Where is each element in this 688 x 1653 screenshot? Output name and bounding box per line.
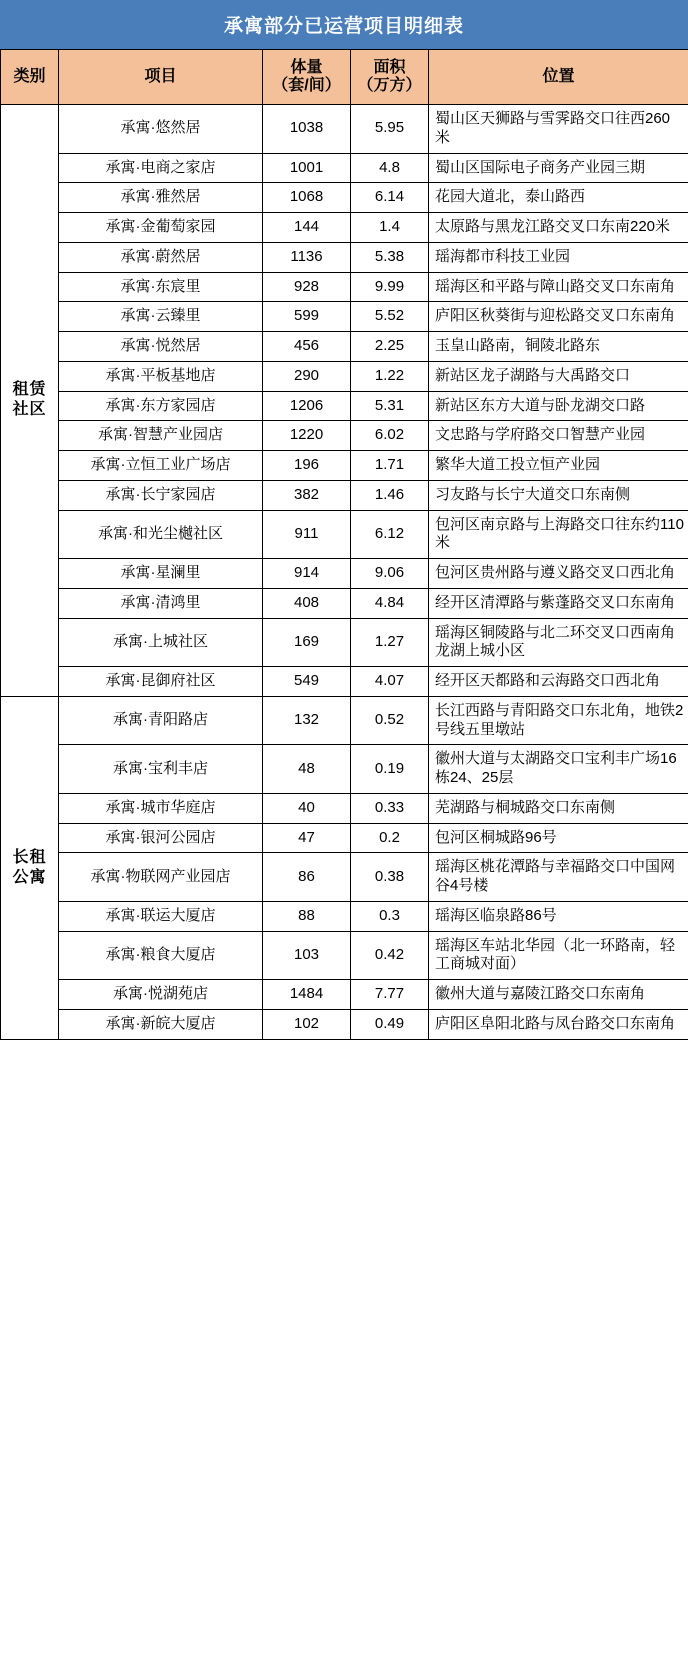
area-cell: 5.38 <box>351 242 429 272</box>
units-cell: 86 <box>263 853 351 902</box>
units-cell: 1001 <box>263 153 351 183</box>
area-cell: 1.27 <box>351 618 429 667</box>
table-row <box>1 183 688 213</box>
project-name-cell: 承寓·物联网产业园店 <box>59 853 263 902</box>
table-row <box>1 480 688 510</box>
location-cell: 瑶海区临泉路86号 <box>429 901 688 931</box>
table-row <box>1 302 688 332</box>
category-label-line2: 公寓 <box>12 868 47 886</box>
units-cell: 928 <box>263 272 351 302</box>
header-row <box>1 50 688 105</box>
location-cell: 瑶海都市科技工业园 <box>429 242 688 272</box>
area-cell: 9.06 <box>351 559 429 589</box>
table-row <box>1 667 688 697</box>
project-name-cell: 承寓·悦湖苑店 <box>59 980 263 1010</box>
location-cell: 庐阳区阜阳北路与凤台路交口东南角 <box>429 1009 688 1039</box>
area-cell: 0.38 <box>351 853 429 902</box>
project-name-cell: 承寓·悦然居 <box>59 332 263 362</box>
area-cell: 1.71 <box>351 451 429 481</box>
units-cell: 132 <box>263 696 351 745</box>
table-row <box>1 213 688 243</box>
project-name-cell: 承寓·金葡萄家园 <box>59 213 263 243</box>
location-cell: 新站区东方大道与卧龙湖交口路 <box>429 391 688 421</box>
location-cell: 瑶海区和平路与障山路交叉口东南角 <box>429 272 688 302</box>
project-name-cell: 承寓·雅然居 <box>59 183 263 213</box>
units-cell: 88 <box>263 901 351 931</box>
table-row <box>1 421 688 451</box>
units-cell: 1068 <box>263 183 351 213</box>
column-header-units <box>263 50 351 105</box>
project-name-cell: 承寓·东方家园店 <box>59 391 263 421</box>
location-cell: 瑶海区铜陵路与北二环交叉口西南角龙湖上城小区 <box>429 618 688 667</box>
project-name-cell: 承寓·和光尘樾社区 <box>59 510 263 559</box>
area-cell: 5.95 <box>351 105 429 154</box>
units-cell: 290 <box>263 361 351 391</box>
units-cell: 1038 <box>263 105 351 154</box>
table-row <box>1 332 688 362</box>
area-cell: 9.99 <box>351 272 429 302</box>
area-cell: 5.52 <box>351 302 429 332</box>
units-cell: 48 <box>263 745 351 794</box>
project-table <box>0 49 688 1040</box>
project-name-cell: 承寓·星澜里 <box>59 559 263 589</box>
category-cell <box>1 105 59 697</box>
area-cell: 1.46 <box>351 480 429 510</box>
location-cell: 包河区贵州路与遵义路交叉口西北角 <box>429 559 688 589</box>
location-cell: 徽州大道与太湖路交口宝利丰广场16栋24、25层 <box>429 745 688 794</box>
location-cell: 徽州大道与嘉陵江路交口东南角 <box>429 980 688 1010</box>
project-name-cell: 承寓·宝利丰店 <box>59 745 263 794</box>
location-cell: 芜湖路与桐城路交口东南侧 <box>429 793 688 823</box>
table-row <box>1 361 688 391</box>
project-name-cell: 承寓·电商之家店 <box>59 153 263 183</box>
units-cell: 47 <box>263 823 351 853</box>
area-cell: 0.2 <box>351 823 429 853</box>
location-cell: 太原路与黑龙江路交叉口东南220米 <box>429 213 688 243</box>
location-cell: 新站区龙子湖路与大禹路交口 <box>429 361 688 391</box>
location-cell: 繁华大道工投立恒产业园 <box>429 451 688 481</box>
units-cell: 40 <box>263 793 351 823</box>
area-cell: 0.19 <box>351 745 429 794</box>
column-header-area-line2: （万方） <box>357 77 422 94</box>
table-row <box>1 391 688 421</box>
page-title: 承寓部分已运营项目明细表 <box>0 0 688 49</box>
location-cell: 蜀山区国际电子商务产业园三期 <box>429 153 688 183</box>
category-label-line1: 长租 <box>12 848 47 866</box>
location-cell: 习友路与长宁大道交口东南侧 <box>429 480 688 510</box>
units-cell: 914 <box>263 559 351 589</box>
area-cell: 4.84 <box>351 588 429 618</box>
table-row <box>1 696 688 745</box>
column-header-units-line2: （套/间） <box>272 77 341 94</box>
area-cell: 0.52 <box>351 696 429 745</box>
location-cell: 庐阳区秋葵街与迎松路交叉口东南角 <box>429 302 688 332</box>
table-row <box>1 901 688 931</box>
table-row <box>1 588 688 618</box>
project-name-cell: 承寓·云臻里 <box>59 302 263 332</box>
project-name-cell: 承寓·蔚然居 <box>59 242 263 272</box>
project-name-cell: 承寓·联运大厦店 <box>59 901 263 931</box>
area-cell: 0.33 <box>351 793 429 823</box>
units-cell: 382 <box>263 480 351 510</box>
location-cell: 蜀山区天狮路与雪霁路交口往西260米 <box>429 105 688 154</box>
table-row <box>1 853 688 902</box>
category-cell <box>1 696 59 1039</box>
area-cell: 5.31 <box>351 391 429 421</box>
table-body <box>1 105 688 1040</box>
units-cell: 102 <box>263 1009 351 1039</box>
project-name-cell: 承寓·青阳路店 <box>59 696 263 745</box>
location-cell: 瑶海区桃花潭路与幸福路交口中国网谷4号楼 <box>429 853 688 902</box>
table-row <box>1 745 688 794</box>
category-label-line1: 租赁 <box>12 381 47 399</box>
project-name-cell: 承寓·立恒工业广场店 <box>59 451 263 481</box>
units-cell: 1484 <box>263 980 351 1010</box>
location-cell: 玉皇山路南，铜陵北路东 <box>429 332 688 362</box>
units-cell: 144 <box>263 213 351 243</box>
project-name-cell: 承寓·清鸿里 <box>59 588 263 618</box>
table-row <box>1 451 688 481</box>
location-cell: 长江西路与青阳路交口东北角，地铁2号线五里墩站 <box>429 696 688 745</box>
table-row <box>1 1009 688 1039</box>
area-cell: 6.14 <box>351 183 429 213</box>
location-cell: 经开区天都路和云海路交口西北角 <box>429 667 688 697</box>
table-row <box>1 242 688 272</box>
column-header-location: 位置 <box>429 50 688 105</box>
project-name-cell: 承寓·银河公园店 <box>59 823 263 853</box>
units-cell: 103 <box>263 931 351 980</box>
units-cell: 911 <box>263 510 351 559</box>
area-cell: 6.02 <box>351 421 429 451</box>
area-cell: 1.22 <box>351 361 429 391</box>
area-cell: 7.77 <box>351 980 429 1010</box>
table-row <box>1 823 688 853</box>
units-cell: 196 <box>263 451 351 481</box>
column-header-area-line1: 面积 <box>373 58 406 76</box>
location-cell: 花园大道北，泰山路西 <box>429 183 688 213</box>
units-cell: 1136 <box>263 242 351 272</box>
table-row <box>1 618 688 667</box>
location-cell: 瑶海区车站北华园（北一环路南，轻工商城对面） <box>429 931 688 980</box>
units-cell: 169 <box>263 618 351 667</box>
area-cell: 4.07 <box>351 667 429 697</box>
table-row <box>1 980 688 1010</box>
table-row <box>1 931 688 980</box>
project-name-cell: 承寓·粮食大厦店 <box>59 931 263 980</box>
area-cell: 4.8 <box>351 153 429 183</box>
area-cell: 0.3 <box>351 901 429 931</box>
area-cell: 6.12 <box>351 510 429 559</box>
location-cell: 包河区南京路与上海路交口往东约110米 <box>429 510 688 559</box>
table-row <box>1 793 688 823</box>
area-cell: 1.4 <box>351 213 429 243</box>
units-cell: 549 <box>263 667 351 697</box>
table-row <box>1 105 688 154</box>
units-cell: 456 <box>263 332 351 362</box>
column-header-category: 类别 <box>1 50 59 105</box>
project-name-cell: 承寓·悠然居 <box>59 105 263 154</box>
area-cell: 2.25 <box>351 332 429 362</box>
project-name-cell: 承寓·智慧产业园店 <box>59 421 263 451</box>
area-cell: 0.42 <box>351 931 429 980</box>
project-name-cell: 承寓·东宸里 <box>59 272 263 302</box>
column-header-project: 项目 <box>59 50 263 105</box>
table-row <box>1 272 688 302</box>
location-cell: 经开区清潭路与紫蓬路交叉口东南角 <box>429 588 688 618</box>
table-row <box>1 559 688 589</box>
table-header <box>1 50 688 105</box>
project-name-cell: 承寓·上城社区 <box>59 618 263 667</box>
project-name-cell: 承寓·城市华庭店 <box>59 793 263 823</box>
area-cell: 0.49 <box>351 1009 429 1039</box>
location-cell: 文忠路与学府路交口智慧产业园 <box>429 421 688 451</box>
column-header-area <box>351 50 429 105</box>
units-cell: 1206 <box>263 391 351 421</box>
table-row <box>1 510 688 559</box>
category-label-line2: 社区 <box>12 401 47 419</box>
units-cell: 408 <box>263 588 351 618</box>
location-cell: 包河区桐城路96号 <box>429 823 688 853</box>
project-name-cell: 承寓·新皖大厦店 <box>59 1009 263 1039</box>
project-name-cell: 承寓·平板基地店 <box>59 361 263 391</box>
units-cell: 599 <box>263 302 351 332</box>
table-row <box>1 153 688 183</box>
project-name-cell: 承寓·昆御府社区 <box>59 667 263 697</box>
column-header-units-line1: 体量 <box>290 58 323 76</box>
units-cell: 1220 <box>263 421 351 451</box>
project-name-cell: 承寓·长宁家园店 <box>59 480 263 510</box>
